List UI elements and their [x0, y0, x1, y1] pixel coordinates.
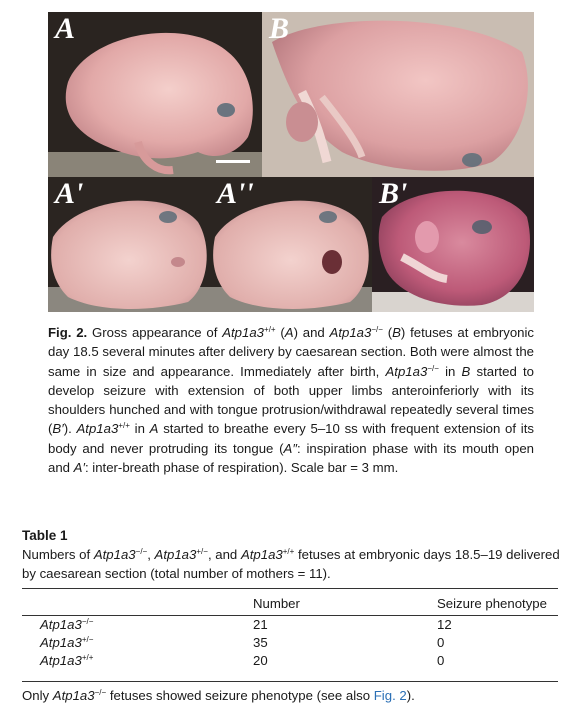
panel-a-double-prime [210, 177, 372, 312]
table-row [22, 633, 558, 651]
number-cell: 35 [253, 634, 268, 650]
scale-bar [216, 160, 250, 163]
table-title: Table 1 [22, 528, 68, 543]
header-genotype [22, 592, 253, 615]
genotype-cell: Atp1a3+/+ [40, 652, 94, 668]
figure-2-link[interactable]: Fig. 2 [373, 688, 407, 703]
genotype-cell: Atp1a3−/− [40, 616, 94, 632]
panel-label-a-double-prime: A'' [217, 177, 254, 210]
table-caption: Numbers of Atp1a3−/−, Atp1a3+/−, and Atp1a3+/+ fetuses at embryonic days 18.5–19 delivered by caesarean section (total number of mothers = 11). [22, 547, 560, 581]
panel-label-b-prime: B' [379, 177, 408, 210]
fetus-photo-a [48, 12, 262, 177]
figure-label: Fig. 2. [48, 325, 88, 340]
table-top-rule [22, 588, 558, 589]
panel-b-prime [372, 177, 534, 312]
number-cell: 20 [253, 652, 268, 668]
panel-label-a-prime: A' [55, 177, 84, 210]
panel-label-b: B [269, 12, 290, 45]
seizure-cell: 12 [437, 616, 452, 632]
genotype-cell: Atp1a3+/− [40, 634, 94, 650]
header-seizure: Seizure phenotype [437, 596, 547, 611]
seizure-cell: 0 [437, 652, 445, 668]
table-row [22, 651, 558, 669]
table-bottom-rule [22, 681, 558, 682]
data-table [22, 592, 558, 669]
panel-a [48, 12, 262, 177]
number-cell: 21 [253, 616, 268, 632]
header-number: Number [253, 596, 300, 611]
fetus-photo-b [262, 12, 534, 177]
table-header-row [22, 592, 558, 615]
table-footnote: Only Atp1a3−/− fetuses showed seizure phenotype (see also Fig. 2). [22, 688, 415, 703]
panel-a-prime [48, 177, 210, 312]
panel-b [262, 12, 534, 177]
panel-label-a: A [55, 12, 76, 45]
table-row [22, 615, 558, 633]
figure-2 [48, 12, 534, 312]
seizure-cell: 0 [437, 634, 445, 650]
figure-caption: Fig. 2. Gross appearance of Atp1a3+/+ (A) and Atp1a3−/− (B) fetuses at embryonic day 18.5 several minutes after delivery by caesarean section. Both were almost the same in size and appearance. Immediately after birth, Atp1a3−/− in B started to develop seizure with extension of both upper limbs anteroinferiorly with its shoulders hunched and with tongue protrusion/withdrawal repeatedly several times (B′). Atp1a3+/+ in A started to breathe every 5–10 ss with frequent extension of its body and never protruding its tongue (A″: inspiration phase with its mouth open and A′: inter-breath phase of respiration). Scale bar = 3 mm. [48, 325, 535, 476]
